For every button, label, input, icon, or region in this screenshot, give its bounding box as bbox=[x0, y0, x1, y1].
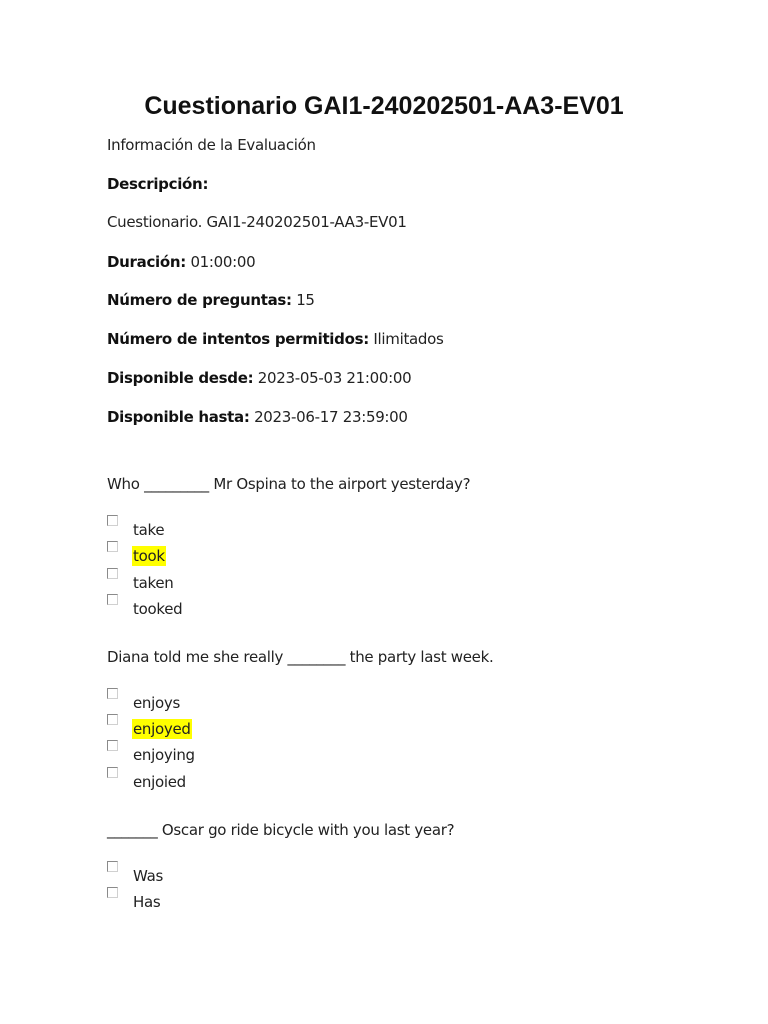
option-label: Was bbox=[133, 867, 163, 885]
info-heading: Información de la Evaluación bbox=[107, 136, 316, 154]
field-label: Número de preguntas: bbox=[107, 291, 292, 309]
field-attempts bbox=[107, 330, 444, 348]
description-label: Descripción: bbox=[107, 175, 209, 193]
option-label: tooked bbox=[133, 600, 183, 618]
checkbox[interactable] bbox=[107, 714, 118, 725]
field-label: Disponible hasta: bbox=[107, 408, 250, 426]
checkbox[interactable] bbox=[107, 515, 118, 526]
checkbox[interactable] bbox=[107, 568, 118, 579]
field-available-until bbox=[107, 408, 408, 426]
field-available-from bbox=[107, 369, 411, 387]
checkbox[interactable] bbox=[107, 541, 118, 552]
option-label: taken bbox=[133, 574, 174, 592]
option-label: Has bbox=[133, 893, 161, 911]
question-2-text: Diana told me she really ________ the party last week. bbox=[107, 648, 494, 666]
field-label: Número de intentos permitidos: bbox=[107, 330, 369, 348]
checkbox[interactable] bbox=[107, 861, 118, 872]
field-value: 01:00:00 bbox=[190, 253, 256, 271]
checkbox[interactable] bbox=[107, 594, 118, 605]
field-duration bbox=[107, 253, 255, 271]
field-value: Ilimitados bbox=[373, 330, 444, 348]
field-question-count bbox=[107, 291, 315, 309]
option-label: enjoying bbox=[133, 746, 195, 764]
description-value: Cuestionario. GAI1-240202501-AA3-EV01 bbox=[107, 213, 407, 231]
question-3-text: _______ Oscar go ride bicycle with you last year? bbox=[107, 821, 455, 839]
page-title: Cuestionario GAI1-240202501-AA3-EV01 bbox=[144, 92, 624, 120]
checkbox[interactable] bbox=[107, 767, 118, 778]
option-label: enjoys bbox=[133, 694, 180, 712]
option-label-highlighted: took bbox=[133, 547, 165, 565]
option-label: take bbox=[133, 521, 165, 539]
checkbox[interactable] bbox=[107, 740, 118, 751]
option-label-highlighted: enjoyed bbox=[133, 720, 191, 738]
checkbox[interactable] bbox=[107, 887, 118, 898]
field-value: 2023-05-03 21:00:00 bbox=[257, 369, 412, 387]
checkbox[interactable] bbox=[107, 688, 118, 699]
question-1-text: Who _________ Mr Ospina to the airport yesterday? bbox=[107, 475, 471, 493]
field-value: 15 bbox=[296, 291, 315, 309]
field-value: 2023-06-17 23:59:00 bbox=[254, 408, 408, 426]
field-label: Duración: bbox=[107, 253, 186, 271]
field-label: Disponible desde: bbox=[107, 369, 254, 387]
option-label: enjoied bbox=[133, 773, 186, 791]
